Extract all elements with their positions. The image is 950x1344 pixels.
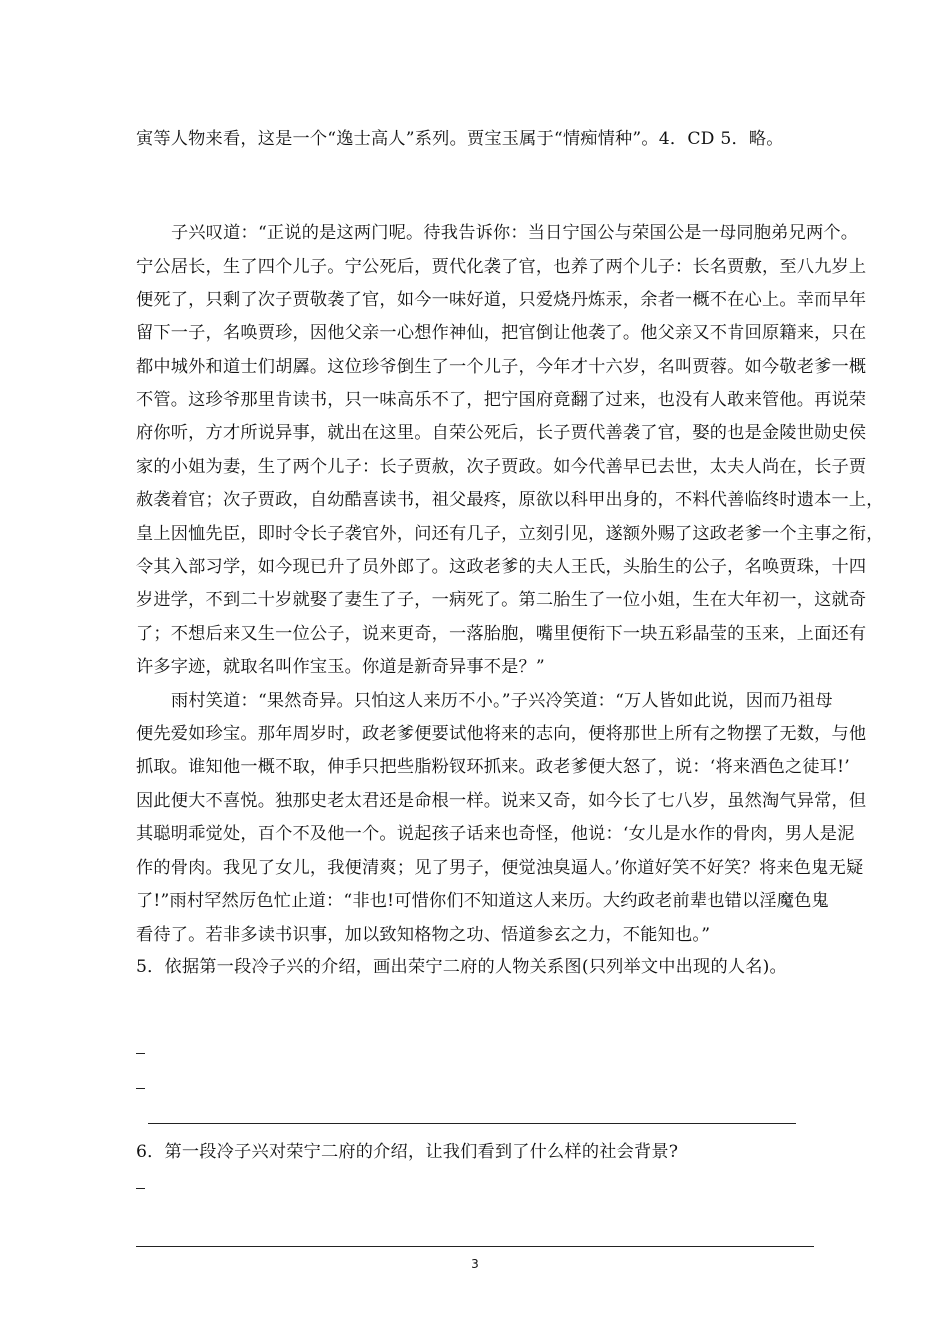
answer-blank-dash[interactable] (136, 1053, 145, 1054)
passage-line: 赦袭着官；次子贾政，自幼酷喜读书，祖父最疼，原欲以科甲出身的，不料代善临终时遗本一上， (136, 490, 884, 510)
page-footer-rule (136, 1246, 814, 1247)
passage-line: 便先爱如珍宝。那年周岁时，政老爹便要试他将来的志向，便将那世上所有之物摆了无数，与他 (136, 724, 867, 744)
passage-line: 作的骨肉。我见了女儿，我便清爽；见了男子，便觉浊臭逼人。’你道好笑不好笑？将来色鬼无疑 (136, 858, 864, 878)
passage-line: 留下一子，名唤贾珍，因他父亲一心想作神仙，把官倒让他袭了。他父亲又不肯回原籍来，只在 (136, 323, 867, 343)
passage-line: 家的小姐为妻，生了两个儿子：长子贾赦，次子贾政。如今代善早已去世，太夫人尚在，长子贾 (136, 457, 867, 477)
passage-line: 皇上因恤先臣，即时令长子袭官外，问还有几子，立刻引见，遂额外赐了这政老爹一个主事之衔， (136, 524, 884, 544)
passage-line: 子兴叹道：“正说的是这两门呢。待我告诉你：当日宁国公与荣国公是一母同胞弟兄两个。 (171, 223, 859, 243)
passage-line: 都中城外和道士们胡羼。这位珍爷倒生了一个儿子，今年才十六岁，名叫贾蓉。如今敬老爹一概 (136, 357, 867, 377)
page-number: 3 (471, 1257, 479, 1271)
answer-blank-dash[interactable] (136, 1088, 145, 1089)
passage-line: 府你听，方才所说异事，就出在这里。自荣公死后，长子贾代善袭了官，娶的也是金陵世勋史侯 (136, 423, 867, 443)
passage-line: 了!”雨村罕然厉色忙止道：“非也!可惜你们不知道这人来历。大约政老前辈也错以淫魔色鬼 (136, 891, 829, 911)
passage-line: 雨村笑道：“果然奇异。只怕这人来历不小。”子兴冷笑道：“万人皆如此说，因而乃祖母 (171, 691, 833, 711)
answer-line: 寅等人物来看，这是一个“逸士高人”系列。贾宝玉属于“情痴情种”。4．CD 5．略。 (136, 129, 784, 149)
passage-line: 不管。这珍爷那里肯读书，只一味高乐不了，把宁国府竟翻了过来，也没有人敢来管他。再说荣 (136, 390, 867, 410)
passage-line: 其聪明乖觉处，百个不及他一个。说起孩子话来也奇怪，他说：‘女儿是水作的骨肉，男人是泥 (136, 824, 855, 844)
passage-line: 宁公居长，生了四个儿子。宁公死后，贾代化袭了官，也养了两个儿子：长名贾敷，至八九岁上 (136, 257, 867, 277)
answer-underline[interactable] (148, 1123, 796, 1124)
question-6: 6．第一段冷子兴对荣宁二府的介绍，让我们看到了什么样的社会背景? (136, 1142, 679, 1162)
answer-blank-dash[interactable] (136, 1188, 145, 1189)
passage-line: 了；不想后来又生一位公子，说来更奇，一落胎胞，嘴里便衔下一块五彩晶莹的玉来，上面还有 (136, 624, 867, 644)
passage-line: 许多字迹，就取名叫作宝玉。你道是新奇异事不是？” (136, 657, 545, 677)
passage-line: 便死了，只剩了次子贾敬袭了官，如今一味好道，只爱烧丹炼汞，余者一概不在心上。幸而早年 (136, 290, 867, 310)
passage-line: 令其入部习学，如今现已升了员外郎了。这政老爹的夫人王氏，头胎生的公子，名唤贾珠，十四 (136, 557, 867, 577)
passage-line: 岁进学，不到二十岁就娶了妻生了子，一病死了。第二胎生了一位小姐，生在大年初一，这就奇 (136, 590, 867, 610)
passage-line: 看待了。若非多读书识事，加以致知格物之功、悟道参玄之力，不能知也。” (136, 925, 711, 945)
passage-line: 抓取。谁知他一概不取，伸手只把些脂粉钗环抓来。政老爹便大怒了，说：‘将来酒色之徒耳!’ (136, 757, 850, 777)
question-5: 5．依据第一段冷子兴的介绍，画出荣宁二府的人物关系图(只列举文中出现的人名)。 (136, 957, 787, 977)
passage-line: 因此便大不喜悦。独那史老太君还是命根一样。说来又奇，如今长了七八岁，虽然淘气异常，但 (136, 791, 867, 811)
